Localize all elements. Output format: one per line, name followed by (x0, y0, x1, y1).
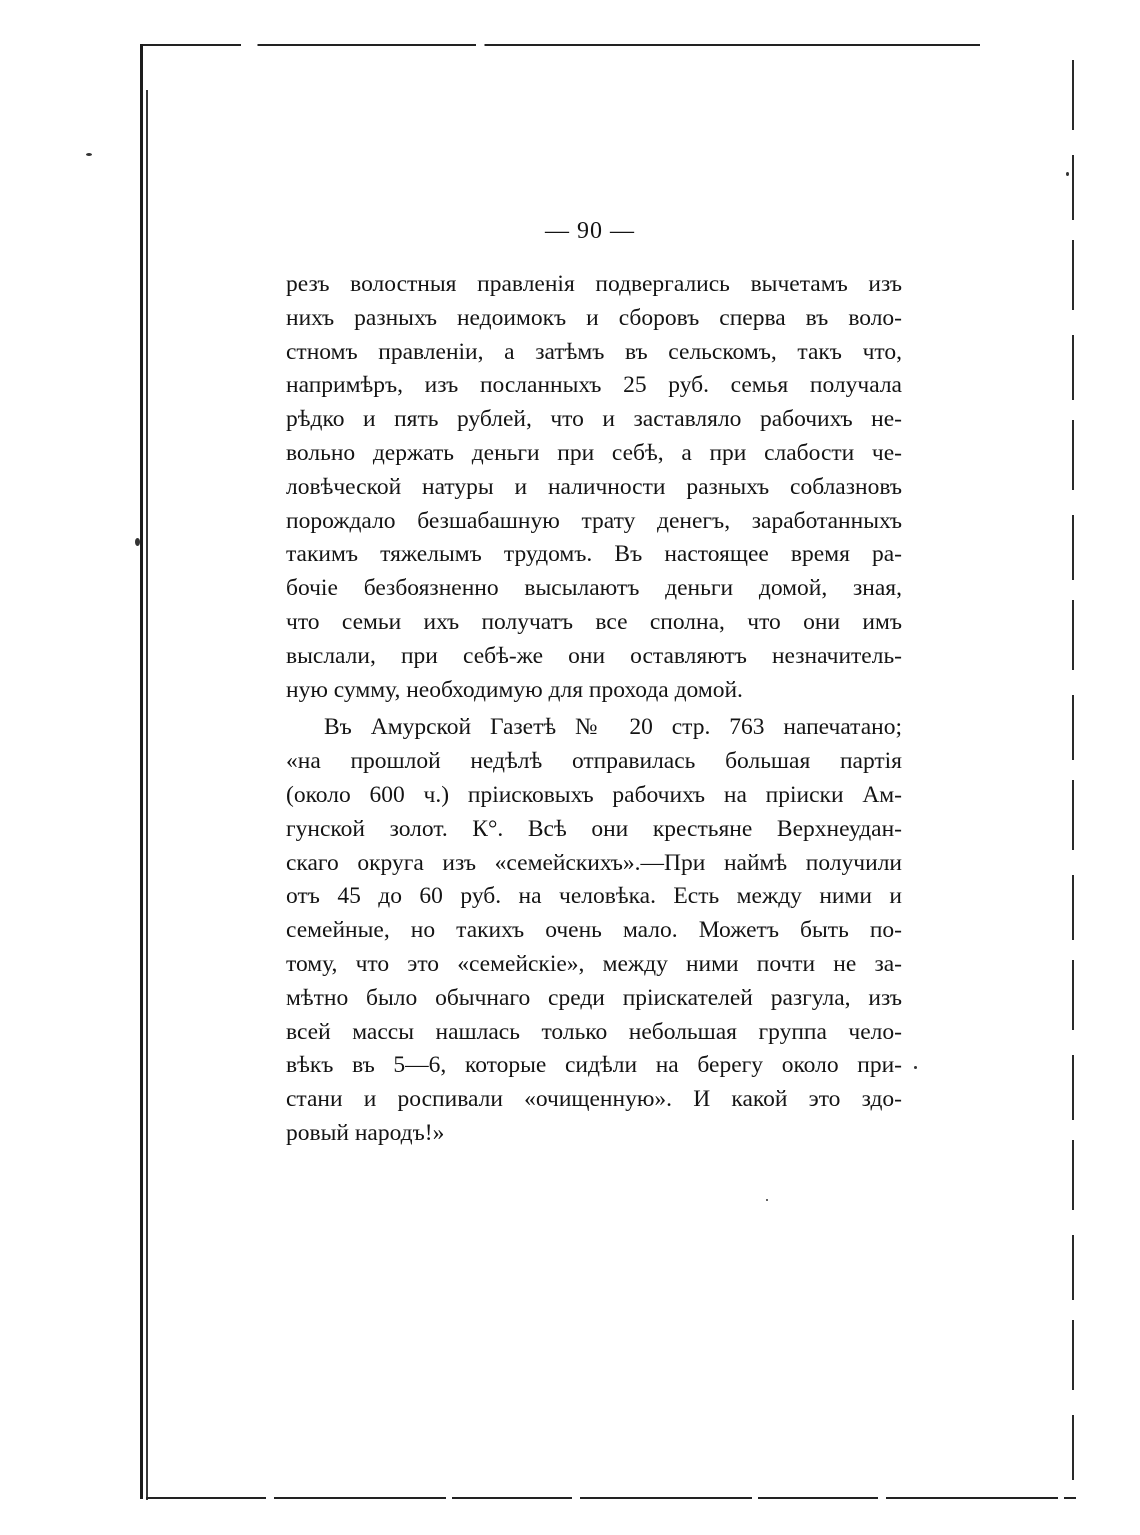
text-line: тому, что это «семейскіе», между ними почти не за- (286, 950, 902, 977)
frame-left-border (140, 44, 143, 1499)
scan-speck (86, 153, 92, 156)
text-line: вѣкъ въ 5—6, которые сидѣли на берегу около при- (286, 1052, 902, 1079)
text-line: резъ волостныя правленія подвергались вычетамъ изъ (286, 271, 902, 297)
text-line: бочіе безбоязненно высылаютъ деньги домой, зная, (286, 575, 902, 602)
text-line: нихъ разныхъ недоимокъ и сборовъ сперва въ воло- (286, 304, 902, 331)
paragraph-1 (286, 268, 902, 707)
text-line: выслали, при себѣ-же они оставляютъ незначитель- (286, 642, 902, 669)
frame-bottom-border (146, 1497, 1076, 1499)
text-line: напримѣръ, изъ посланныхъ 25 руб. семья получала (286, 372, 902, 399)
text-line: всей массы нашлась только небольшая группа чело- (286, 1018, 902, 1045)
text-line: (около 600 ч.) пріисковыхъ рабочихъ на пріиски Ам- (286, 781, 902, 808)
text-line: мѣтно было обычнаго среди пріискателей разгула, изъ (286, 984, 902, 1011)
scan-speck (766, 1199, 768, 1201)
frame-left-inner-border (146, 90, 148, 1500)
frame-right-border (1072, 60, 1074, 1490)
paragraph-2 (286, 711, 902, 1150)
scan-speck (135, 538, 140, 546)
text-line: скаго округа изъ «семейскихъ».—При наймѣ получили (286, 849, 902, 876)
text-line: ровый народъ!» (286, 1119, 445, 1146)
text-line: порождало безшабашную трату денегъ, заработанныхъ (286, 507, 902, 534)
text-line: «на прошлой недѣлѣ отправилась большая партія (286, 748, 902, 775)
text-line: такимъ тяжелымъ трудомъ. Въ настоящее время ра- (286, 541, 902, 568)
page-number: — 90 — (545, 218, 635, 244)
text-line: ную сумму, необходимую для прохода домой. (286, 676, 743, 703)
text-line: стномъ правленіи, а затѣмъ въ сельскомъ, такъ что, (286, 338, 902, 365)
text-line: Въ Амурской Газетѣ № 20 стр. 763 напечатано; (324, 714, 902, 741)
text-line: отъ 45 до 60 руб. на человѣка. Есть между ними и (286, 883, 902, 910)
text-line: семейные, но такихъ очень мало. Можетъ быть по- (286, 917, 902, 944)
text-line: что семьи ихъ получатъ все сполна, что они имъ (286, 608, 902, 635)
body-text (286, 268, 902, 1151)
text-line: гунской золот. К°. Всѣ они крестьяне Верхнеудан- (286, 815, 902, 842)
text-line: стани и роспивали «очищенную». И какой это здо- (286, 1086, 902, 1113)
scan-speck (1066, 172, 1069, 176)
text-line: ловѣческой натуры и наличности разныхъ соблазновъ (286, 473, 902, 500)
text-line: вольно держать деньги при себѣ, а при слабости че- (286, 439, 902, 466)
text-line: рѣдко и пять рублей, что и заставляло рабочихъ не- (286, 406, 902, 433)
scan-speck (914, 1066, 917, 1069)
frame-top-border (140, 44, 980, 46)
